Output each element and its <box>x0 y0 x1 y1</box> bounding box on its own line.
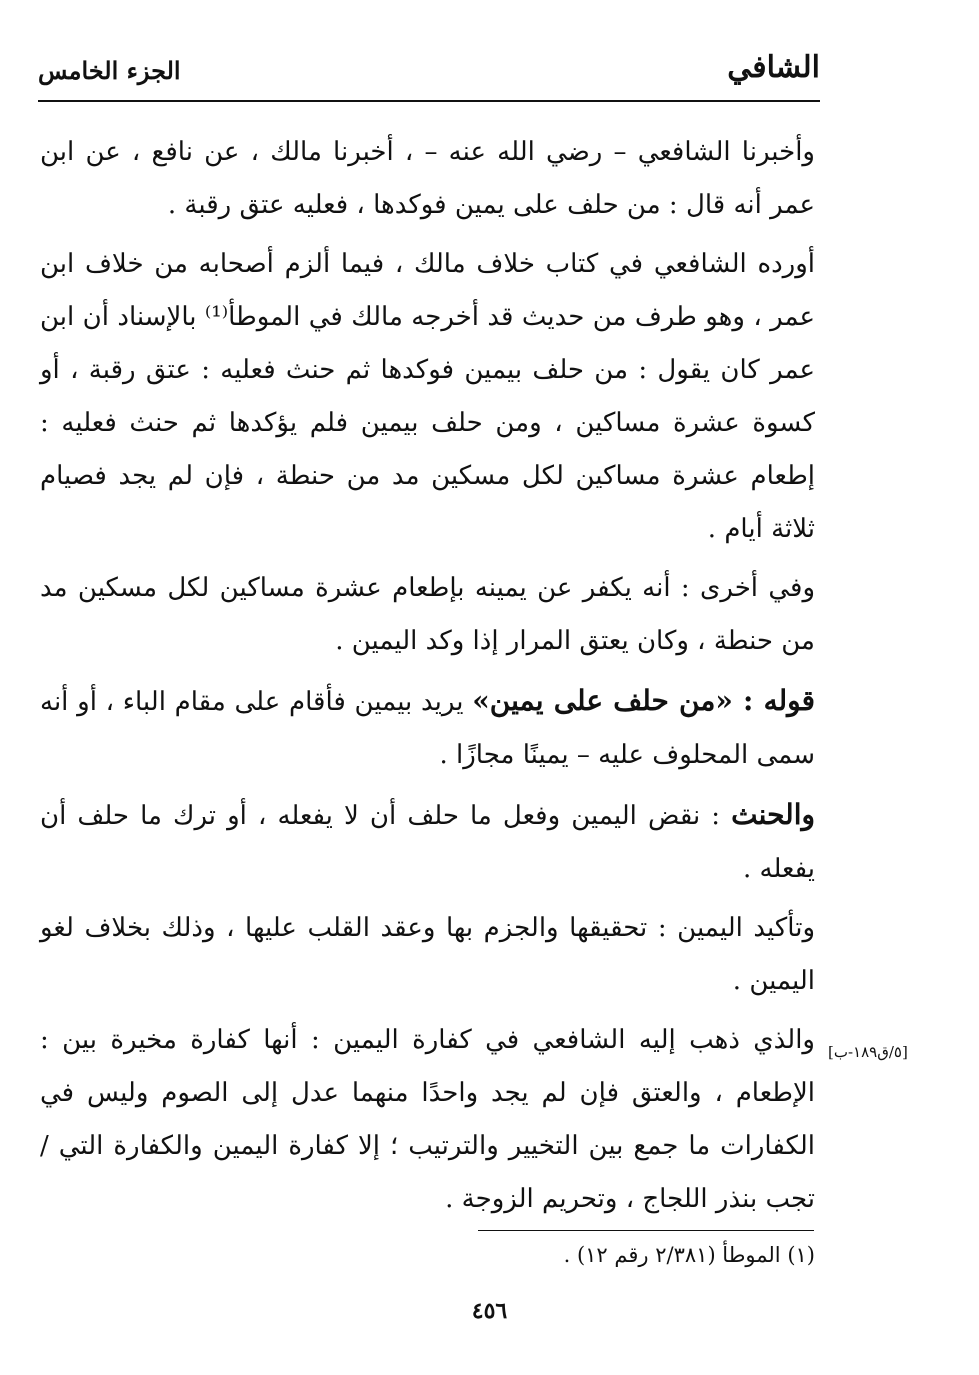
volume-title: الجزء الخامس <box>38 56 181 85</box>
paragraph-7-text: والذي ذهب إليه الشافعي في كفارة اليمين : أنها كفارة مخيرة بين : الإطعام ، والعتق فإن لم يجد واحدًا منهما عدل إلى الصوم وليس في الكفارات ما جمع بين التخيير والترتيب ؛ إلا كفارة اليمين والكفارة التي / تجب بنذر اللجاج ، وتحريم الزوجة . <box>40 1025 815 1214</box>
page-number: ٤٥٦ <box>471 1298 508 1324</box>
footnote: (١) الموطأ (٢/٣٨١ رقم ١٢) . <box>563 1243 815 1267</box>
paragraph-4-text: يريد بيمين فأقام على مقام الباء ، أو أنه سمى المحلوف عليه – يمينًا مجازًا . <box>40 687 815 770</box>
main-text <box>40 126 815 1232</box>
footnote-rule <box>478 1230 814 1231</box>
paragraph-5-text: : نقض اليمين وفعل ما حلف أن لا يفعله ، أو ترك ما حلف أن يفعله . <box>40 801 815 884</box>
paragraph-1 <box>40 126 815 232</box>
book-title: الشافي <box>727 50 820 85</box>
header-rule <box>38 100 820 102</box>
paragraph-1-text: وأخبرنا الشافعي – رضي الله عنه – ، أخبرنا مالك ، عن نافع ، عن ابن عمر أنه قال : من حلف على يمين فوكدها ، فعليه عتق رقبة . <box>40 137 815 220</box>
paragraph-3 <box>40 562 815 668</box>
paragraph-6-text: وتأكيد اليمين : تحقيقها والجزم بها وعقد القلب عليها ، وذلك بخلاف لغو اليمين . <box>40 913 815 996</box>
paragraph-4-lead: قوله : «من حلف على يمين» <box>472 684 816 717</box>
paragraph-3-text: وفي أخرى : أنه يكفر عن يمينه بإطعام عشرة مساكين لكل مسكين مد من حنطة ، وكان يعتق المرار إذا وكد اليمين . <box>40 573 815 656</box>
paragraph-2-text: أورده الشافعي في كتاب خلاف مالك ، فيما ألزم أصحابه من خلاف ابن عمر ، وهو طرف من حديث قد أخرجه مالك في الموطأ⁽¹⁾ بالإسناد أن ابن عمر كان يقول : من حلف بيمين فوكدها ثم حنث فعليه : عتق رقبة ، أو كسوة عشرة مساكين ، ومن حلف بيمين فلم يؤكدها ثم حنث فعليه : إطعام عشرة مساكين لكل مسكين مد من حنطة ، فإن لم يجد فصيام ثلاثة أيام . <box>40 249 815 544</box>
paragraph-7 <box>40 1014 815 1226</box>
paragraph-6 <box>40 902 815 1008</box>
paragraph-5-lead: والحنث <box>731 798 815 831</box>
paragraph-4 <box>40 674 815 782</box>
paragraph-2 <box>40 238 815 556</box>
running-header <box>38 50 820 100</box>
paragraph-5 <box>40 788 815 896</box>
manuscript-margin-note: [٥/ق١٨٩-ب] <box>828 1043 908 1061</box>
